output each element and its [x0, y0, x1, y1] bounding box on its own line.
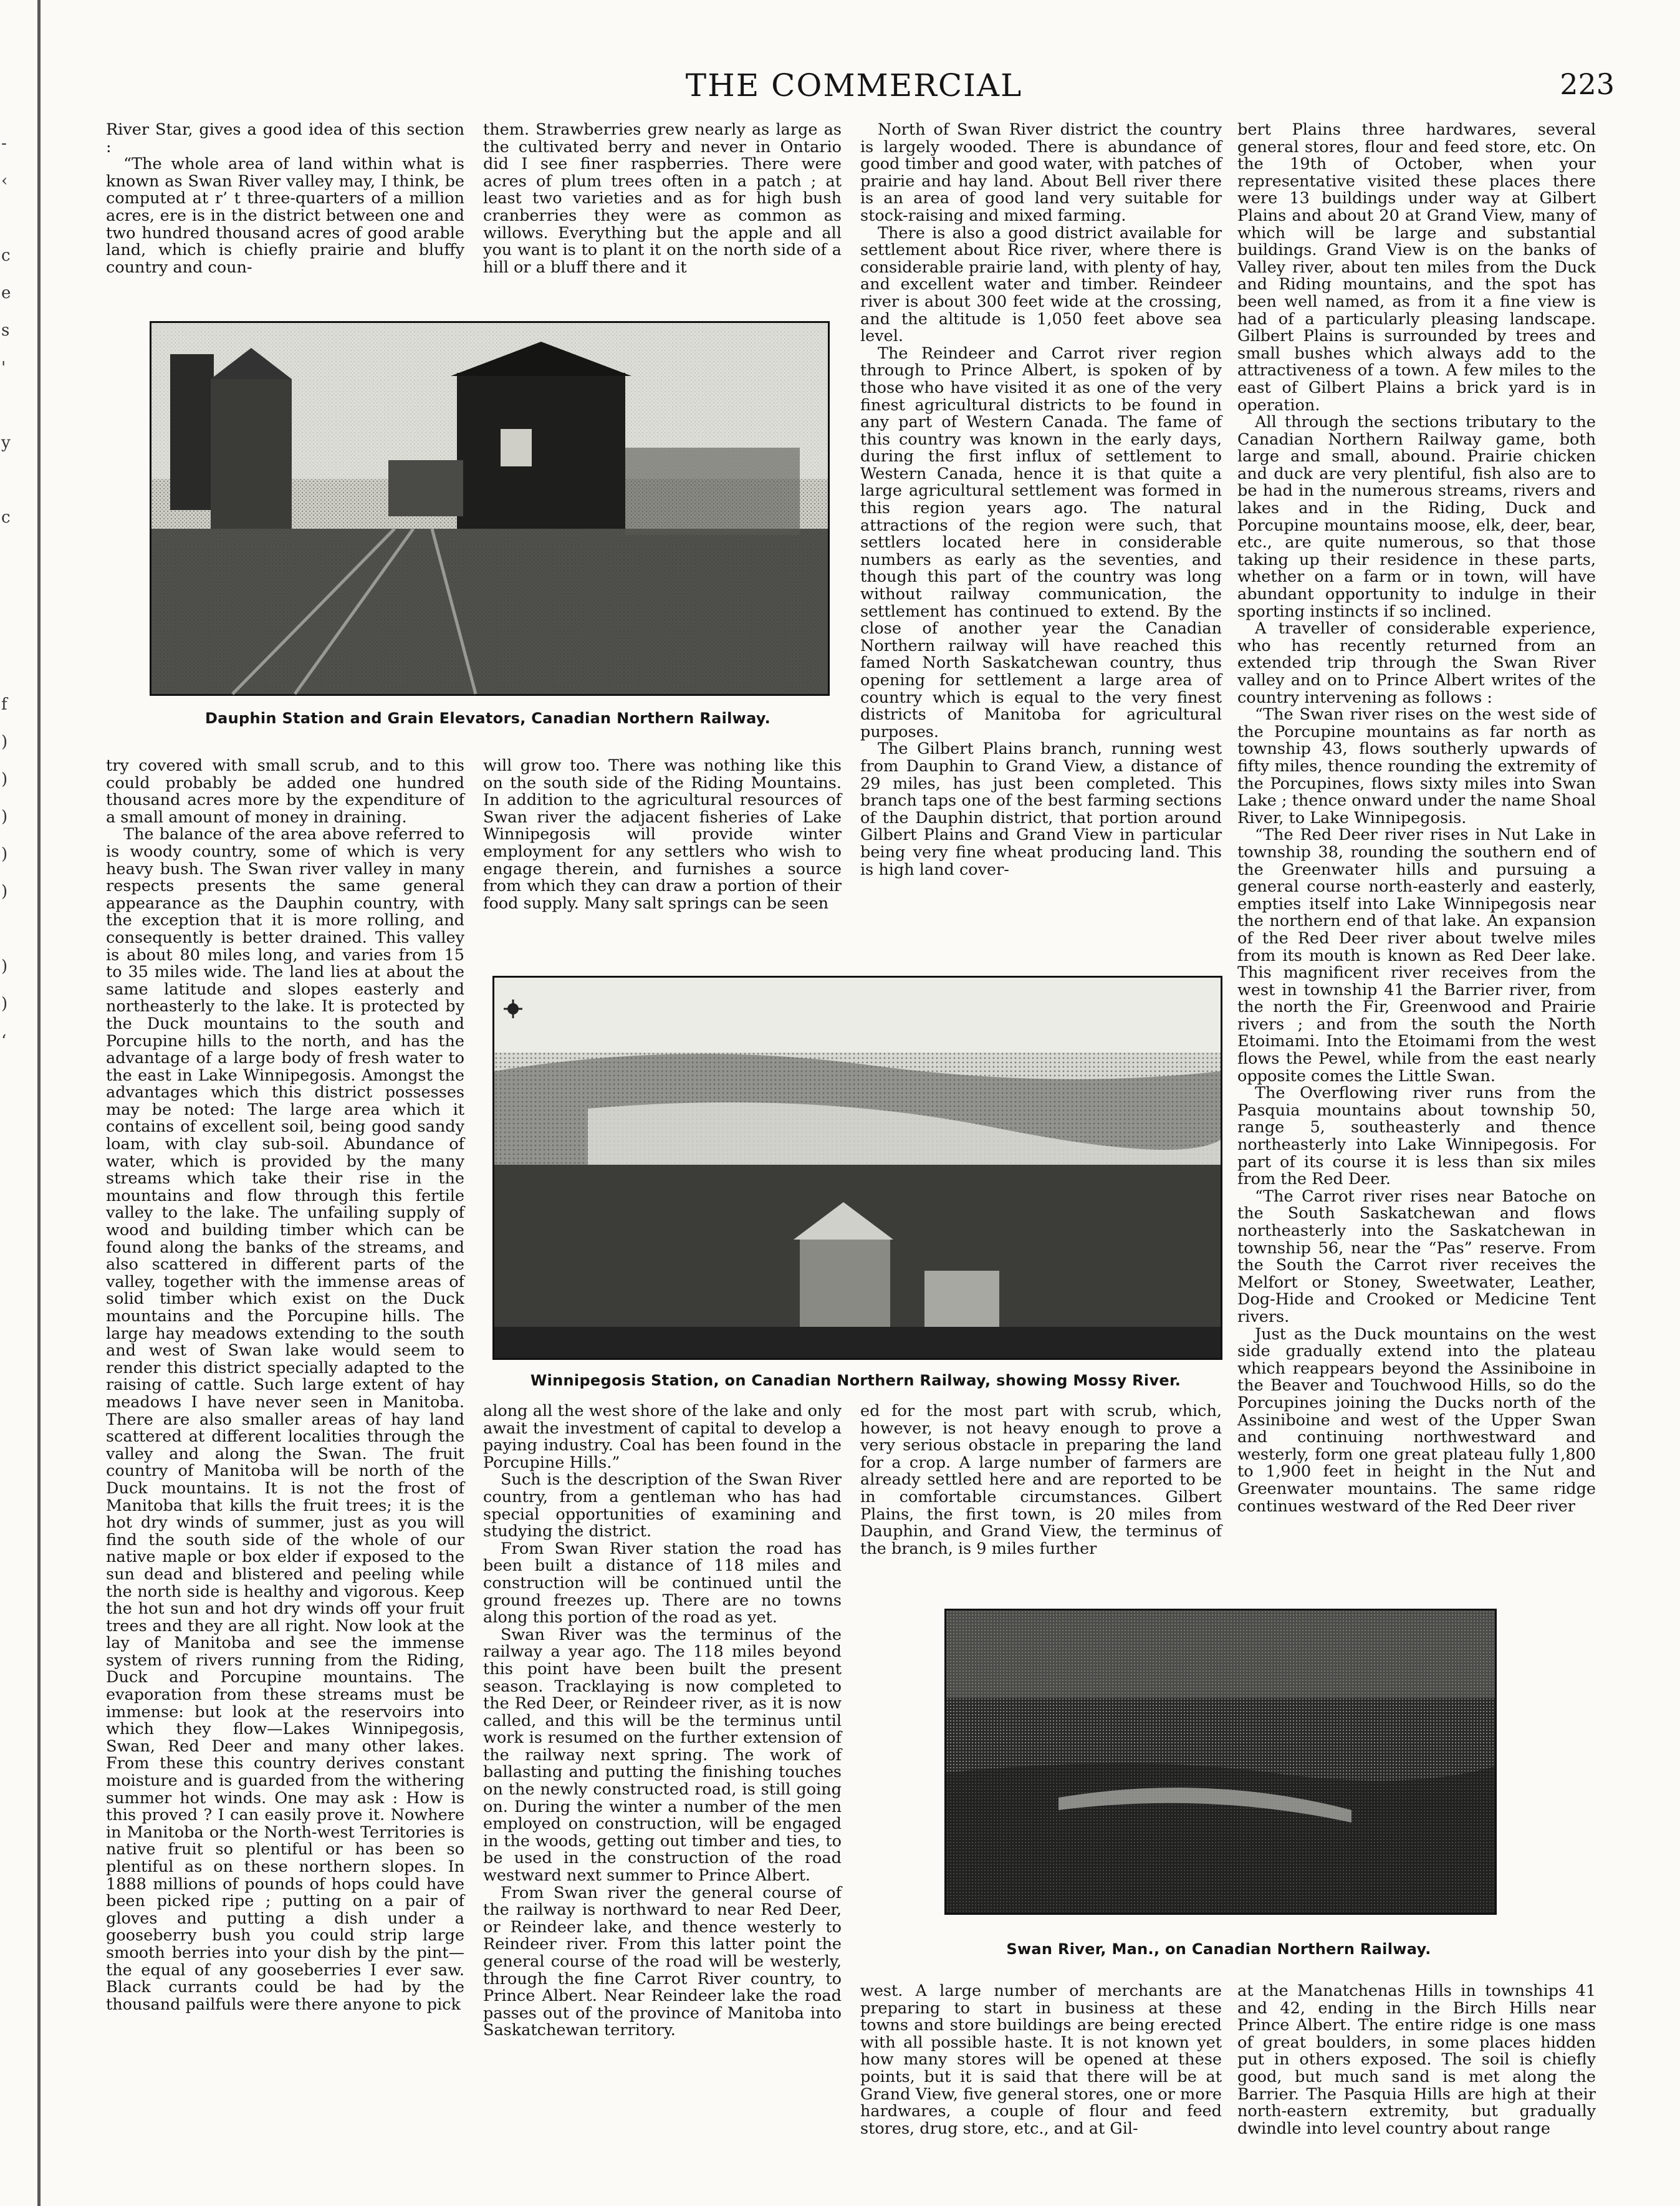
- dauphin-station-photo: [150, 321, 830, 696]
- winnipegosis-photo-caption: Winnipegosis Station, on Canadian Northern Railway, showing Mossy River.: [530, 1372, 1181, 1389]
- paragraph: them. Strawberries grew nearly as large as the cultivated berry and never in Ontario did I see finer raspberries. There were acres of plum trees often in a patch ; at least two varieties and as for high bush cranberries they were as common as willows. Everything but the apple and all you want is to plant it on the north side of a hill or a bluff there and it: [483, 120, 842, 277]
- paragraph: The balance of the area above referred to is woody country, some of which is very heavy bush. The Swan river valley in many respects presents the same general appearance as the Dauphin country, with the exception that it is more rolling, and consequently is better drained. This valley is about 80 miles long, and varies from 15 to 35 miles wide. The land lies at about the same latitude and slopes easterly and northeasterly to the lake. It is protected by the Duck mountains to the south and Porcupine hills to the north, and has the advantage of a large body of fresh water to the east in Lake Winnipegosis. Amongst the advantages which this district possesses may be noted: The large area which it contains of excellent soil, being good sandy loam, with clay sub-soil. Abundance of water, which is provided by the many streams which take their rise in the mountains and flow through this fertile valley to the lake. The unfailing supply of wood and building timber which can be found along the banks of the streams, and also scattered in different parts of the valley, together with the immense areas of solid timber which exist on the Duck mountains and the Porcupine hills. The large hay meadows extending to the south and west of Swan lake would seem to render this district specially adapted to the raising of cattle. Such large extent of hay meadows I have never seen in Manitoba. There are also smaller areas of hay land scattered at different localities through the valley and along the Swan. The fruit country of Manitoba will be north of the Duck mountains. It is not the frost of Manitoba that kills the fruit trees; it is the hot dry winds of summer, just as you will find the south side of the whole of our native maple or box elder if exposed to the sun dead and blistered and peeling while the north side is healthy and vigorous. Keep the hot sun and hot dry winds off your fruit trees and they are all right. Now look at the lay of Manitoba and see the immense system of rivers running from the Riding, Duck and Porcupine mountains. The evaporation from these streams must be immense: but look at the reservoirs into which they flow—Lakes Winnipegosis, Swan, Red Deer and many other lakes. From these this country derives constant moisture and is guarded from the withering summer hot winds. One may ask : How is this proved ? I can easily prove it. Nowhere in Manitoba or the North-west Territories is native fruit so plentiful or has been so plentiful as on these northern slopes. In 1888 millions of pounds of hops could have been picked ripe ; putting on a pair of gloves and putting a dish under a gooseberry bush you could strip large smooth berries into your dish by the pint—the equal of any gooseberries I ever saw. Black currants could be had by the thousand pailfuls were there anyone to pick: [106, 825, 464, 2014]
- paragraph: bert Plains three hardwares, several general stores, flour and feed store, etc. On the 19th of October, when your representative visited these places there were 13 buildings under way at Gilbert Plains and about 20 at Grand View, many of which will be large and substantial buildings. Grand View is on the banks of Valley river, about ten miles from the Duck and Riding mountains, and the spot has been well named, as from it a fine view is had of a particularly pleasing landscape. Gilbert Plains is surrounded by trees and small bushes which always add to the attractiveness of a town. A few miles to the east of Gilbert Plains a brick yard is in operation.: [1237, 120, 1596, 415]
- paragraph: The Reindeer and Carrot river region through to Prince Albert, is spoken of by those who have visited it as one of the very finest agricultural districts to be found in any part of Western Canada. The fame of this country was known in the early days, during the first influx of settlement to Western Canada, hence it is that quite a large agricultural settlement was formed in this region years ago. The natural attractions of the region were such, that settlers located here in considerable numbers as early as the seventies, and though this part of the country was long without railway communication, the settlement has continued to extend. By the close of another year the Canadian Northern railway will have reached this famed North Saskatchewan country, thus opening for settlement a large area of country which is equal to the very finest districts of Manitoba for agricultural purposes.: [860, 344, 1222, 741]
- paragraph: “The Swan river rises on the west side of the Porcupine mountains as far north as township 43, flows southerly upwards of fifty miles, thence rounding the extremity of the Porcupines, flows sixty miles into Swan Lake ; thence onward under the name Shoal River, to Lake Winnipegosis.: [1237, 705, 1596, 827]
- column-1-mid: [106, 758, 464, 2192]
- paragraph: along all the west shore of the lake and only await the investment of capital to develop a paying industry. Coal has been found in the Porcupine Hills.”: [483, 1402, 842, 1472]
- dauphin-photo-caption: Dauphin Station and Grain Elevators, Canadian Northern Railway.: [204, 710, 771, 727]
- paragraph: The Overflowing river runs from the Pasquia mountains about township 50, range 5, southeasterly and thence northeasterly into Lake Winnipegosis. For part of its course it is less than six miles from the Red Deer.: [1237, 1084, 1596, 1189]
- publication-title: THE COMMERCIAL: [685, 67, 1023, 104]
- column-2-mid: [483, 758, 842, 920]
- paragraph: “The Carrot river rises near Batoche on the South Saskatchewan and flows northeasterly into the Saskatchewan in township 56, near the “Pas” reserve. From the South the Carrot river receives the Melfort or Stoney, Sweetwater, Leather, Dog-Hide and Crooked or Medicine Tent rivers.: [1237, 1187, 1596, 1326]
- swan-river-photo-caption: Swan River, Man., on Canadian Northern Railway.: [1006, 1940, 1431, 1958]
- paragraph: The Gilbert Plains branch, running west from Dauphin to Grand View, a distance of 29 miles, has just been completed. This branch taps one of the best farming sections of the Dauphin district, that portion around Gilbert Plains and Grand View in particular being very fine wheat producing land. This is high land cover-: [860, 739, 1222, 879]
- winnipegosis-station-photo: [492, 976, 1222, 1360]
- paragraph: will grow too. There was nothing like this on the south side of the Riding Mountains. In addition to the agricultural resources of Swan river the adjacent fisheries of Lake Winnipegosis will provide winter employment for any settlers who wish to engage therein, and furnishes a source from which they can draw a portion of their food supply. Many salt springs can be seen: [483, 756, 842, 913]
- dauphin-photo-image: [151, 323, 828, 694]
- paragraph: try covered with small scrub, and to this could probably be added one hundred thousand acres more by the expenditure of a small amount of money in draining.: [106, 756, 464, 827]
- paragraph: Swan River was the terminus of the railway a year ago. The 118 miles beyond this point have been built the present season. Tracklaying is now completed to the Red Deer, or Reindeer river, as it is now called, and this will be the terminus until work is resumed on the further extension of the railway next spring. The work of ballasting and putting the finishing touches on the newly constructed road, is still going on. During the winter a number of the men employed on construction, will be engaged in the woods, getting out timber and ties, to be used in the construction of the road westward next summer to Prince Albert.: [483, 1625, 842, 1886]
- paragraph: “The Red Deer river rises in Nut Lake in township 38, rounding the southern end of the Greenwater hills and pursuing a general course north-easterly and easterly, empties itself into Lake Winnipegosis near the northern end of that lake. An expansion of the Red Deer river about twelve miles from its mouth is known as Red Deer lake. This magnificent river receives from the west in township 41 the Barrier river, from the north the Fir, Greenwood and Prairie rivers ; and from the south the North Etoimami. Into the Etoimami from the west flows the Pewel, while from the east nearly opposite comes the Little Swan.: [1237, 826, 1596, 1086]
- paragraph: All through the sections tributary to the Canadian Northern Railway game, both large and small, abound. Prairie chicken and duck are very plentiful, fish also are to be had in the numerous streams, rivers and lakes and in the Riding, Duck and Porcupine mountains moose, elk, deer, bear, etc., are quite numerous, so that those taking up their residence in these parts, whether on a farm or in town, will have abundant opportunity to indulge in their sporting instincts if so inclined.: [1237, 413, 1596, 621]
- page-number: 223: [1560, 67, 1615, 101]
- column-4-final: [1237, 1983, 1596, 2192]
- paragraph: at the Manatchenas Hills in townships 41 and 42, ending in the Birch Hills near Prince Albert. The entire ridge is one mass of great boulders, in some places hidden put in others exposed. The soil is chiefly good, but much sand is met along the Barrier. The Pasquia Hills are high at their north-eastern extremity, but gradually dwindle into level country about range: [1237, 1982, 1596, 2138]
- column-3-top: [860, 122, 1222, 910]
- paragraph: From Swan river the general course of the railway is northward to near Red Deer, or Reindeer lake, and thence westerly to Reindeer river. From this latter point the general course of the road will be westerly, through the fine Carrot River country, to Prince Albert. Near Reindeer lake the road passes out of the province of Manitoba into Saskatchewan territory.: [483, 1883, 842, 2040]
- column-1-top: [106, 122, 464, 293]
- paragraph: “The whole area of land within what is known as Swan River valley may, I think, be computed at r’ t three-quarters of a million acres, ere is in the district between one and two hundred thousand acres of good arable land, which is chiefly prairie and bluffy country and coun-: [106, 155, 464, 277]
- column-4: [1237, 120, 1596, 1516]
- paragraph: River Star, gives a good idea of this section :: [106, 120, 464, 157]
- paragraph: Such is the description of the Swan River country, from a gentleman who has had special opportunities of examining and studying the district.: [483, 1470, 842, 1541]
- margin-marks: - ‹ c e s ' y c f ) ) ) ) ) ) ) ‘: [1, 134, 11, 1051]
- winnipegosis-photo-image: [494, 978, 1221, 1358]
- swan-river-photo-image: [946, 1611, 1495, 1913]
- binding-line: [37, 0, 41, 2206]
- page-header: [94, 67, 1615, 111]
- column-3-final: [860, 1983, 1222, 2192]
- paragraph: west. A large number of merchants are preparing to start in business at these towns and store buildings are being erected with all possible haste. It is not known yet how many stores will be opened at these points, but it is said that there will be at Grand View, five general stores, one or more hardwares, a couple of flour and feed stores, drug store, etc., and at Gil-: [860, 1982, 1222, 2138]
- swan-river-photo: [944, 1609, 1497, 1915]
- column-3-bottom: [860, 1403, 1222, 1596]
- paragraph: North of Swan River district the country is largely wooded. There is abundance of good timber and good water, with patches of prairie and hay land. About Bell river there is an area of good land very suitable for stock-raising and mixed farming.: [860, 120, 1222, 225]
- paragraph: ed for the most part with scrub, which, however, is not heavy enough to prove a very serious obstacle in preparing the land for a crop. A large number of farmers are already settled here and are reported to be in comfortable circumstances. Gilbert Plains, the first town, is 20 miles from Dauphin, and Grand View, the terminus of the branch, is 9 miles further: [860, 1402, 1222, 1558]
- paragraph: There is also a good district available for settlement about Rice river, where there is considerable prairie land, with plenty of hay, and excellent water and timber. Reindeer river is about 300 feet wide at the crossing, and the altitude is 1,050 feet above sea level.: [860, 223, 1222, 346]
- paragraph: Just as the Duck mountains on the west side gradually extend into the plateau which reappears beyond the Assiniboine in the Beaver and Touchwood Hills, so do the Porcupines joining the Ducks north of the Assiniboine and west of the Upper Swan and continuing northwestward and westerly, form one great plateau fully 1,800 to 1,900 feet in height in the Nut and Greenwater mountains. The same ridge continues westward of the Red Deer river: [1237, 1324, 1596, 1516]
- paragraph: A traveller of considerable experience, who has recently returned from an extended trip through the Swan River valley and on to Prince Albert writes of the country intervening as follows :: [1237, 619, 1596, 707]
- paragraph: From Swan River station the road has been built a distance of 118 miles and construction will be continued until the ground freezes up. There are no towns along this portion of the road as yet.: [483, 1539, 842, 1627]
- column-2-bottom: [483, 1403, 842, 2192]
- column-2-top: [483, 122, 842, 293]
